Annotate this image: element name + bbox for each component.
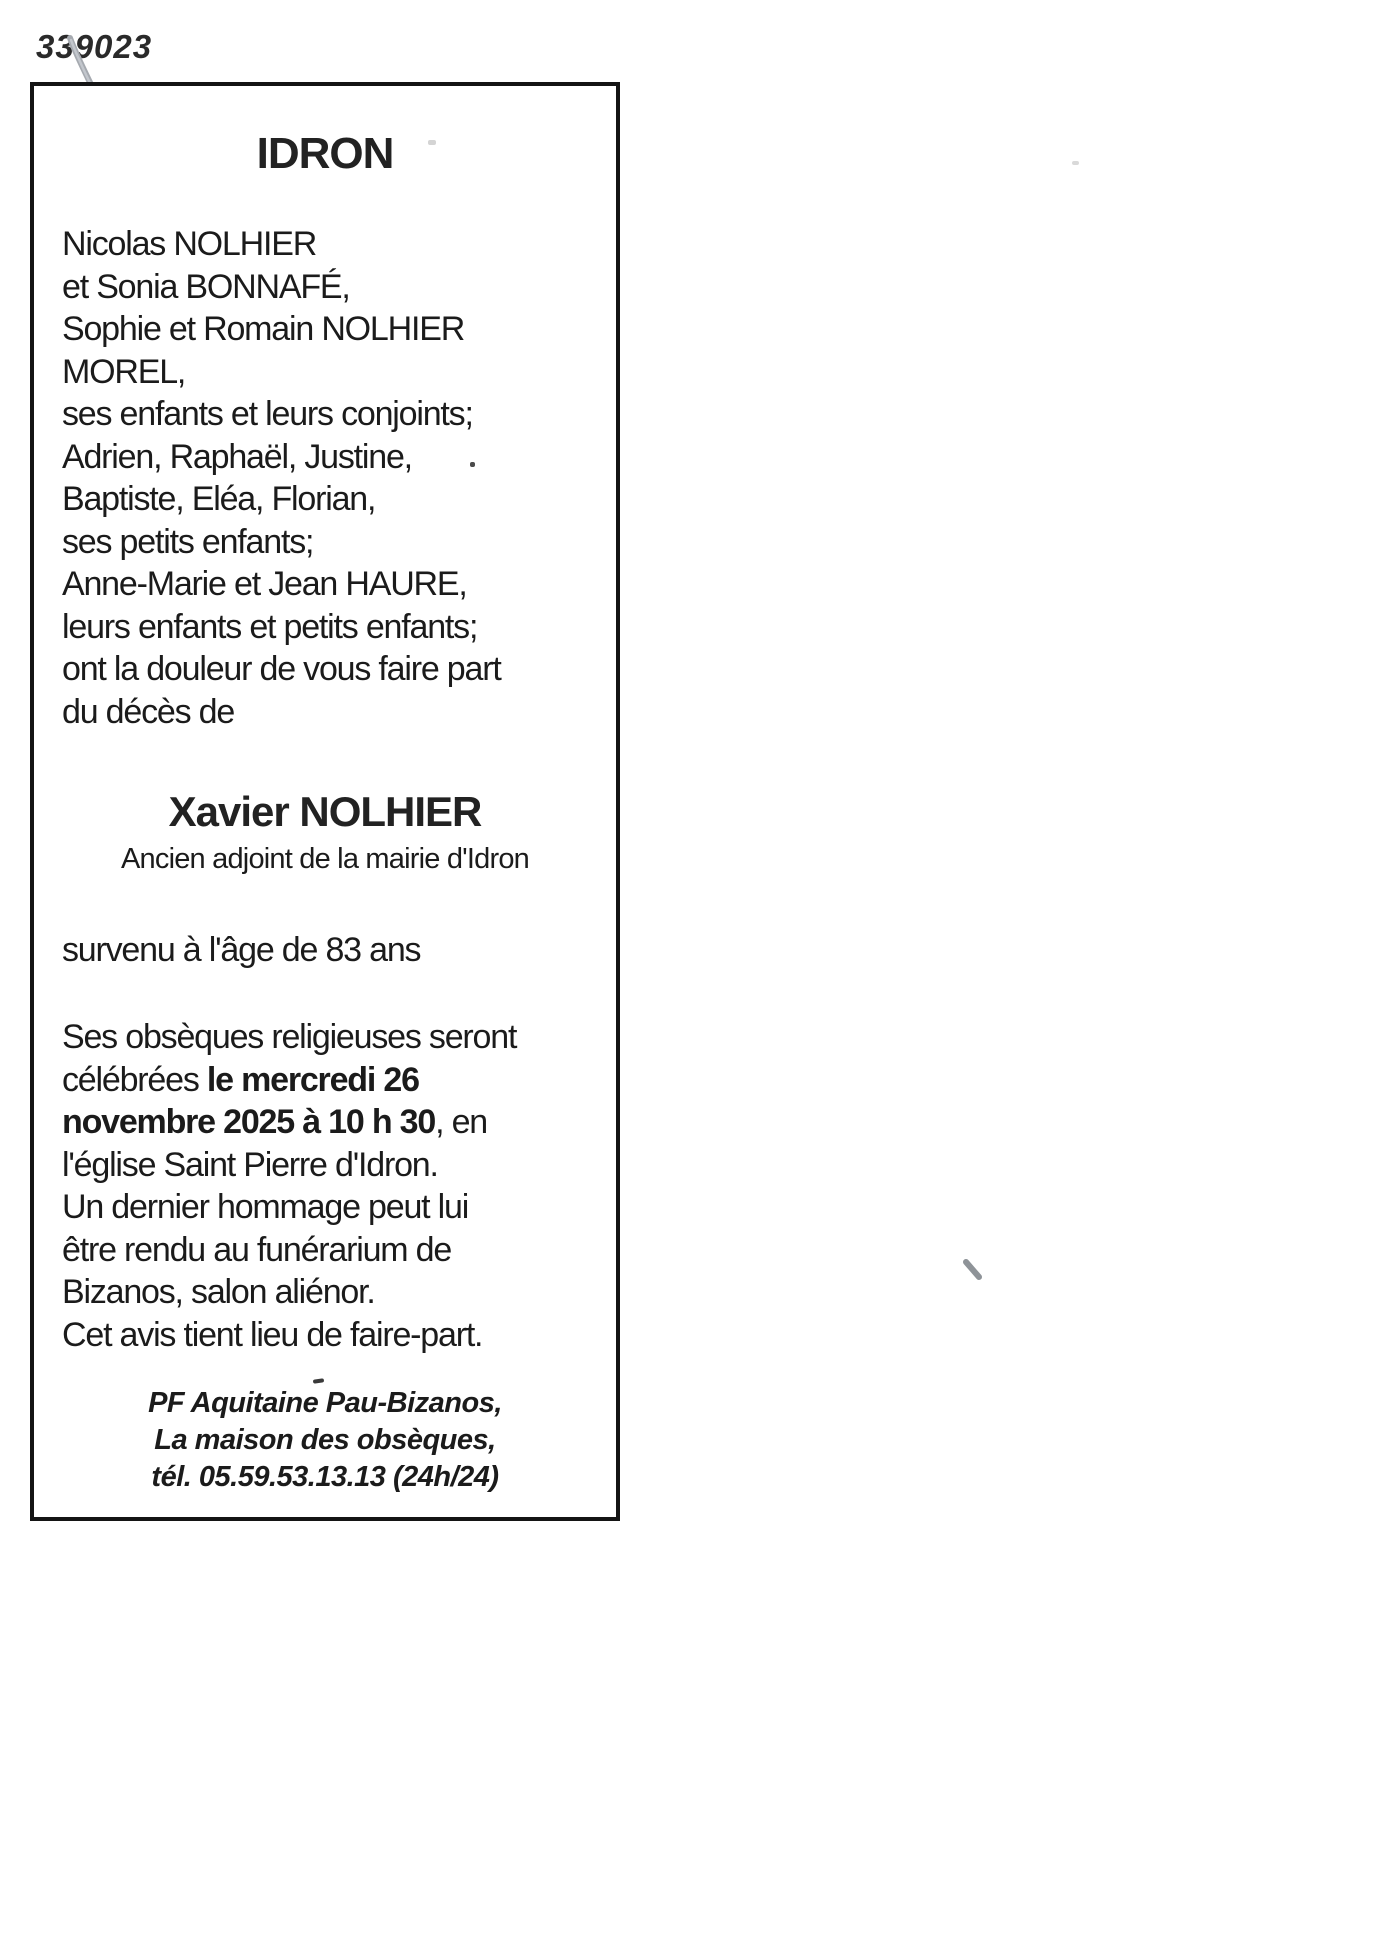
- funeral-home-line: La maison des obsèques,: [154, 1424, 496, 1456]
- ceremony-line: Cet avis tient lieu de faire-part.: [62, 1315, 483, 1354]
- age-line: survenu à l'âge de 83 ans: [62, 931, 421, 969]
- family-line: Baptiste, Eléa, Florian,: [62, 480, 376, 518]
- family-line: ses petits enfants;: [62, 522, 314, 561]
- family-line: Sophie et Romain NOLHIER: [62, 310, 465, 348]
- family-line: MOREL,: [62, 352, 186, 391]
- funeral-home-line: tél. 05.59.53.13.13 (24h/24): [151, 1461, 499, 1493]
- family-line: Adrien, Raphaël, Justine,: [62, 437, 412, 476]
- ceremony-line: Bizanos, salon aliénor.: [62, 1273, 375, 1311]
- pen-tick-mark: [960, 1256, 990, 1286]
- faint-speck: [1072, 161, 1079, 165]
- ceremony-line: Un dernier hommage peut lui: [62, 1188, 469, 1226]
- family-line: ont la douleur de vous faire part: [62, 650, 501, 688]
- ceremony-details-block: [62, 1016, 516, 1356]
- family-line: Nicolas NOLHIER: [62, 225, 317, 263]
- ceremony-line: être rendu au funérarium de: [62, 1230, 452, 1269]
- funeral-home-signature: [34, 1385, 616, 1496]
- ceremony-line: novembre 2025 à 10 h 30, en: [62, 1103, 488, 1141]
- reference-number: 339023: [36, 28, 153, 65]
- ceremony-line: l'église Saint Pierre d'Idron.: [62, 1145, 438, 1184]
- deceased-title: Ancien adjoint de la mairie d'Idron: [121, 843, 529, 875]
- family-line: Anne-Marie et Jean HAURE,: [62, 565, 467, 603]
- ceremony-line: Ses obsèques religieuses seront: [62, 1018, 517, 1056]
- family-line: ses enfants et leurs conjoints;: [62, 395, 473, 433]
- funeral-home-line: PF Aquitaine Pau-Bizanos,: [148, 1387, 502, 1419]
- ceremony-date-bold: novembre 2025 à 10 h 30: [62, 1103, 436, 1141]
- family-line: et Sonia BONNAFÉ,: [62, 267, 350, 306]
- faint-speck: [428, 140, 436, 145]
- obituary-notice-box: [30, 82, 620, 1521]
- ceremony-line: célébrées le mercredi 26: [62, 1060, 419, 1099]
- family-announcement-block: [62, 223, 501, 733]
- deceased-name: Xavier NOLHIER: [168, 788, 482, 835]
- family-line: du décès de: [62, 692, 235, 731]
- commune-heading: IDRON: [256, 129, 394, 178]
- family-line: leurs enfants et petits enfants;: [62, 607, 478, 646]
- ceremony-date-bold: le mercredi 26: [206, 1060, 419, 1099]
- ink-speck: [470, 462, 475, 467]
